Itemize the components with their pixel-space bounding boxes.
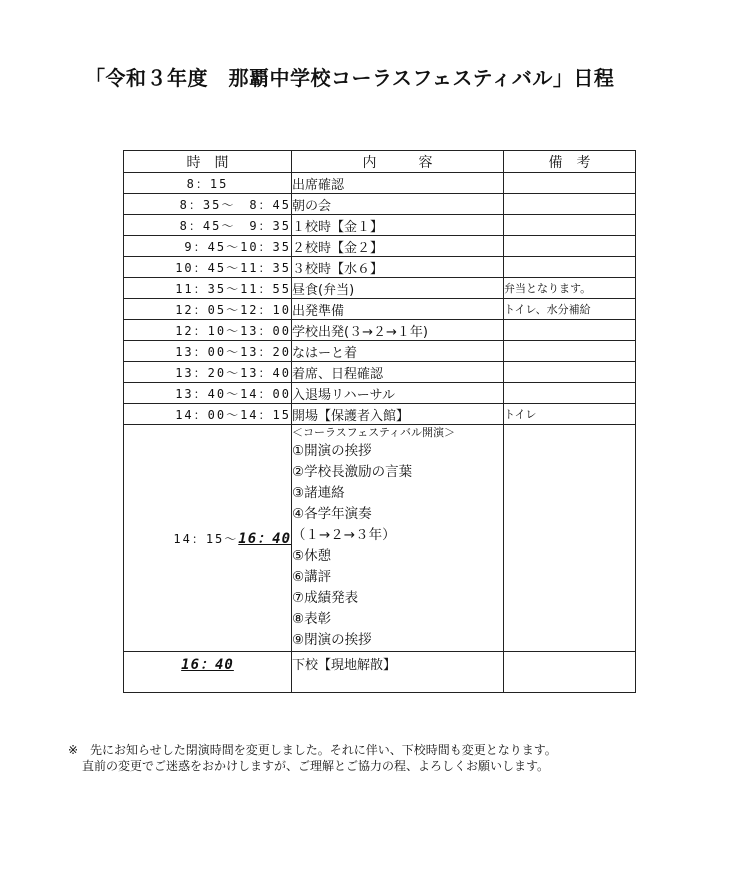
schedule-table — [123, 150, 636, 693]
table-row — [124, 278, 636, 299]
final-time-value: 16：40 — [181, 657, 234, 673]
program-item: ⑤休憩 — [292, 548, 332, 564]
row-content: 学校出発(３→２→１年) — [292, 320, 504, 341]
table-row — [124, 362, 636, 383]
row-note — [504, 320, 636, 341]
table-row — [124, 215, 636, 236]
program-item: ③諸連絡 — [292, 485, 345, 501]
program-heading: ＜コーラスフェスティバル開演＞ — [292, 426, 456, 439]
footnote — [68, 742, 688, 774]
program-content — [292, 425, 504, 652]
header-note: 備 考 — [504, 151, 636, 173]
row-content: ２校時【金２】 — [292, 236, 504, 257]
row-note — [504, 383, 636, 404]
row-content: 着席、日程確認 — [292, 362, 504, 383]
row-note — [504, 362, 636, 383]
row-time: 14：00〜14：15 — [124, 404, 292, 425]
program-time-end: 16：40 — [238, 531, 291, 547]
row-time: 10：45〜11：35 — [124, 257, 292, 278]
program-time-start: 14：15〜 — [173, 532, 239, 546]
row-note: 弁当となります。 — [504, 278, 636, 299]
row-note — [504, 341, 636, 362]
program-row — [124, 425, 636, 652]
table-row — [124, 383, 636, 404]
row-time: 8：35〜 8：45 — [124, 194, 292, 215]
header-time: 時 間 — [124, 151, 292, 173]
row-content: 出発準備 — [292, 299, 504, 320]
table-row — [124, 194, 636, 215]
row-time: 8：15 — [124, 173, 292, 194]
row-content: 開場【保護者入館】 — [292, 404, 504, 425]
program-item: （１→２→３年） — [292, 527, 396, 543]
table-row — [124, 173, 636, 194]
row-note — [504, 194, 636, 215]
row-content: １校時【金１】 — [292, 215, 504, 236]
row-content: ３校時【水６】 — [292, 257, 504, 278]
page-title: 「令和３年度 那覇中学校コーラスフェスティバル」日程 — [85, 66, 615, 90]
final-row — [124, 652, 636, 693]
row-note — [504, 257, 636, 278]
row-time: 13：20〜13：40 — [124, 362, 292, 383]
table-row — [124, 299, 636, 320]
row-content: 昼食(弁当) — [292, 278, 504, 299]
footnote-line-2: 直前の変更でご迷惑をおかけしますが、ご理解とご協力の程、よろしくお願いします。 — [82, 759, 550, 773]
row-time: 9：45〜10：35 — [124, 236, 292, 257]
row-time: 13：40〜14：00 — [124, 383, 292, 404]
program-item: ⑧表彰 — [292, 611, 332, 627]
table-row — [124, 404, 636, 425]
table-row — [124, 320, 636, 341]
row-time: 11：35〜11：55 — [124, 278, 292, 299]
final-time — [124, 652, 292, 693]
row-note: トイレ — [504, 404, 636, 425]
row-note — [504, 215, 636, 236]
footnote-line-1: ※ 先にお知らせした閉演時間を変更しました。それに伴い、下校時間も変更となります。 — [68, 743, 557, 757]
final-note — [504, 652, 636, 693]
program-note — [504, 425, 636, 652]
row-content: なはーと着 — [292, 341, 504, 362]
row-content: 朝の会 — [292, 194, 504, 215]
row-content: 入退場リハーサル — [292, 383, 504, 404]
final-content: 下校【現地解散】 — [292, 652, 504, 693]
row-note — [504, 236, 636, 257]
program-item: ④各学年演奏 — [292, 506, 372, 522]
row-time: 13：00〜13：20 — [124, 341, 292, 362]
table-header-row — [124, 151, 636, 173]
row-content: 出席確認 — [292, 173, 504, 194]
program-item: ⑥講評 — [292, 569, 332, 585]
row-time: 12：10〜13：00 — [124, 320, 292, 341]
table-row — [124, 236, 636, 257]
program-item: ①開演の挨拶 — [292, 443, 372, 459]
table-row — [124, 341, 636, 362]
program-time — [124, 425, 292, 652]
row-note: トイレ、水分補給 — [504, 299, 636, 320]
program-item: ⑨閉演の挨拶 — [292, 632, 372, 648]
program-item: ⑦成績発表 — [292, 590, 359, 606]
row-time: 12：05〜12：10 — [124, 299, 292, 320]
row-time: 8：45〜 9：35 — [124, 215, 292, 236]
program-item: ②学校長激励の言葉 — [292, 464, 413, 480]
header-content: 内 容 — [292, 151, 504, 173]
table-row — [124, 257, 636, 278]
row-note — [504, 173, 636, 194]
